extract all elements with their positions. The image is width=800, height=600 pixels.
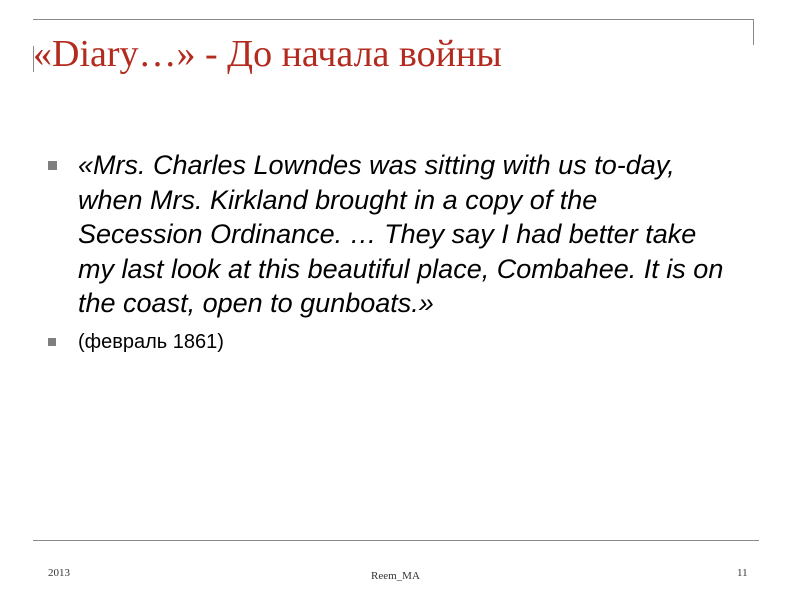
footer-year: 2013: [48, 567, 70, 579]
bottom-divider-line: [33, 540, 759, 541]
footer-page-number: 11: [737, 567, 748, 579]
date-text: (февраль 1861): [78, 330, 224, 353]
square-bullet-icon: [48, 338, 56, 346]
top-divider-line: [33, 19, 754, 20]
slide-title: «Diary…» - До начала войны: [33, 33, 502, 75]
footer-author: Reem_MA: [371, 570, 420, 582]
bullet-item-quote: [48, 148, 728, 321]
top-right-tick-line: [753, 19, 754, 45]
bullet-item-date: [48, 329, 728, 355]
bullet-list: [48, 148, 728, 355]
quote-text: «Mrs. Charles Lowndes was sitting with us to-day, when Mrs. Kirkland brought in a copy of the Secession Ordinance. … They say I had better take my last look at this beautiful place, Combahee. It is on the coast, open to gunboats.»: [78, 150, 724, 318]
square-bullet-icon: [48, 161, 57, 170]
